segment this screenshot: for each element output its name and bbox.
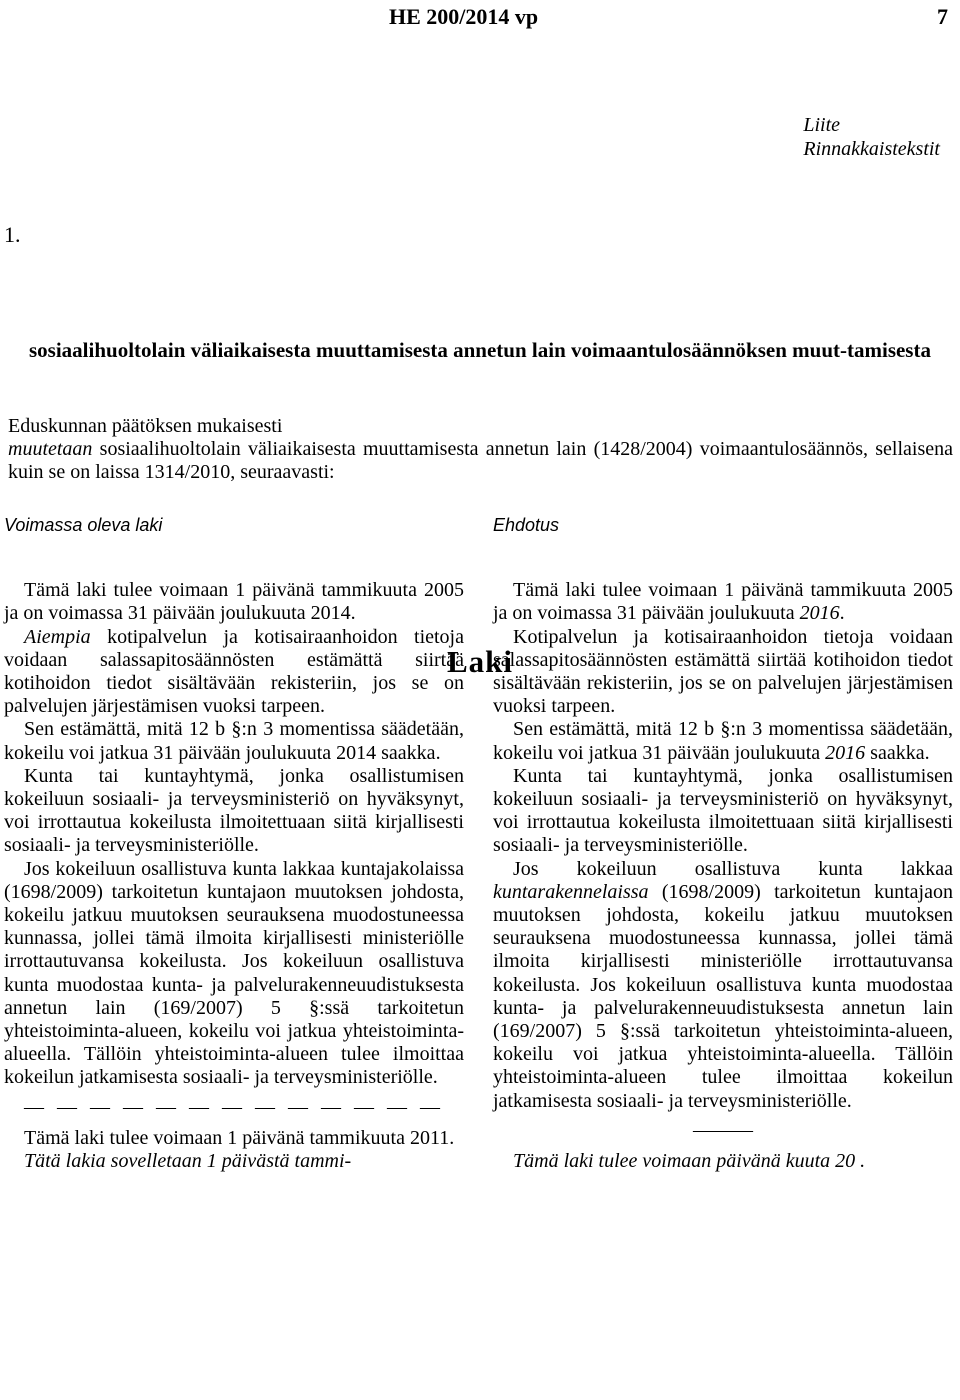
left-paragraph-1: Tämä laki tulee voimaan 1 päivänä tammikuuta 2005 ja on voimassa 31 päivään joulukuuta 2014. [4,579,464,625]
left-paragraph-4: Kunta tai kuntayhtymä, jonka osallistumisen kokeiluun sosiaali- ja terveysministeriö on hyväksynyt, voi irrottautua kokeilusta ilmoitettuaan siitä kirjallisesti sosiaali- ja terveysministeriölle. [4,764,464,857]
right-p1-text: Tämä laki tulee voimaan 1 päivänä tammikuuta 2005 ja on voimassa 31 päivään joulukuuta [493,579,953,625]
right-paragraph-3 [493,718,953,764]
right-paragraph-5 [493,858,953,1113]
left-p2-text: kotipalvelun ja kotisairaanhoidon tietoja voidaan salassapitosäännösten estämättä siirtää kotihoidon tiedot sisältävään rekisteriin, jos se on palvelujen järjestämisen vuoksi tarpeen. [4,625,464,718]
law-subtitle: sosiaalihuoltolain väliaikaisesta muuttamisesta annetun lain voimaantulosäännöksen muut-tamisesta [29,338,931,362]
page-number: 7 [937,4,948,29]
current-law-column [4,514,464,1173]
appendix-line-2: Rinnakkaistekstit [803,138,940,160]
left-p2-emphasis: Aiempia [24,625,91,648]
right-p3-end: saakka. [865,741,930,764]
left-paragraph-6: Tämä laki tulee voimaan 1 päivänä tammikuuta 2011. [24,1126,455,1149]
proposal-column [493,514,953,1173]
left-paragraph-3: Sen estämättä, mitä 12 b §:n 3 momentissa säädetään, kokeilu voi jatkua 31 päivään joulukuuta 2014 saakka. [4,718,464,764]
right-p1-end: . [839,602,845,625]
document-id: HE 200/2014 vp [389,4,539,29]
right-p5-emphasis: kuntarakennelaissa [493,880,649,903]
left-paragraph-2 [4,626,464,719]
intro-verb: muutetaan [8,438,93,460]
right-p3-text: Sen estämättä, mitä 12 b §:n 3 momentissa säädetään, kokeilu voi jatkua 31 päivään joulukuuta [493,718,953,764]
right-p3-emphasis: 2016 [825,741,866,764]
right-paragraph-4: Kunta tai kuntayhtymä, jonka osallistumisen kokeiluun sosiaali- ja terveysministeriö on hyväksynyt, voi irrottautua kokeilusta ilmoitettuaan siitä kirjallisesti sosiaali- ja terveysministeriölle. [493,764,953,857]
right-p5-text: Jos kokeiluun osallistuva kunta lakkaa [513,857,953,880]
right-p5-rest: (1698/2009) tarkoitetun kuntajaon muutoksen johdosta, kokeilu jatkuu muutoksen seurauksena muodostuneessa kunnassa, jollei tämä ilmoita kirjallisesti ministeriölle irrottautuvansa kokeilusta. Jos kokeiluun osallistuva kunta muodostaa kunta- ja palvelurakenneuudistuksesta annetun lain (169/2007) 5 §:ssä tarkoitetun yhteistoiminta-alueen, kokeilu voi jatkua yhteistoiminta-alueella. Tällöin yhteistoiminta-alueen tulee ilmoittaa kokeilun jatkamisesta sosiaali- ja terveysministeriölle. [493,880,953,1112]
intro-rest: sosiaalihuoltolain väliaikaisesta muuttamisesta annetun lain (1428/2004) voimaantulosäännös, sellaisena kuin se on laissa 1314/2010, seuraavasti: [8,438,953,483]
right-paragraph-1 [493,579,953,625]
left-paragraph-7: Tätä lakia sovelletaan 1 päivästä tammi- [24,1150,352,1173]
appendix-line-1: Liite [803,114,841,136]
intro-block [8,415,953,484]
right-p1-emphasis: 2016 [799,602,840,625]
right-paragraph-2: Kotipalvelun ja kotisairaanhoidon tietoja voidaan salassapitosäännösten estämättä siirtää kotihoidon tiedot sisältävään rekisteriin, jos se on palvelujen järjestämisen vuoksi tarpeen. [493,625,953,718]
intro-line-1: Eduskunnan päätöksen mukaisesti [8,415,283,437]
current-law-heading: Voimassa oleva laki [4,515,163,535]
appendix-label [803,113,940,161]
proposal-heading: Ehdotus [493,515,560,535]
section-number: 1. [4,222,21,247]
intro-paragraph [8,438,953,484]
law-title: Laki [446,644,514,679]
right-paragraph-6: Tämä laki tulee voimaan päivänä kuuta 20 . [513,1150,866,1173]
left-paragraph-5: Jos kokeiluun osallistuva kunta lakkaa kuntajakolaissa (1698/2009) tarkoitetun kuntajaon muutoksen johdosta, kokeilu jatkuu muutoksen seurauksena muodostuneessa kunnassa, jollei tämä ilmoita kirjallisesti ministeriölle irrottautuvansa kokeilusta. Jos kokeiluun osallistuva kunta muodostaa kunta- ja palvelurakenneuudistuksesta annetun lain (169/2007) 5 §:ssä tarkoitetun yhteistoiminta-alueen, kokeilu voi jatkua yhteistoiminta-alueella. Tällöin yhteistoiminta-alueen tulee ilmoittaa kokeilun jatkamisesta sosiaali- ja terveysministeriölle. [4,857,464,1089]
right-separator: ——— [693,1118,753,1141]
left-separator: — — — — — — — — — — — — — [24,1095,444,1118]
